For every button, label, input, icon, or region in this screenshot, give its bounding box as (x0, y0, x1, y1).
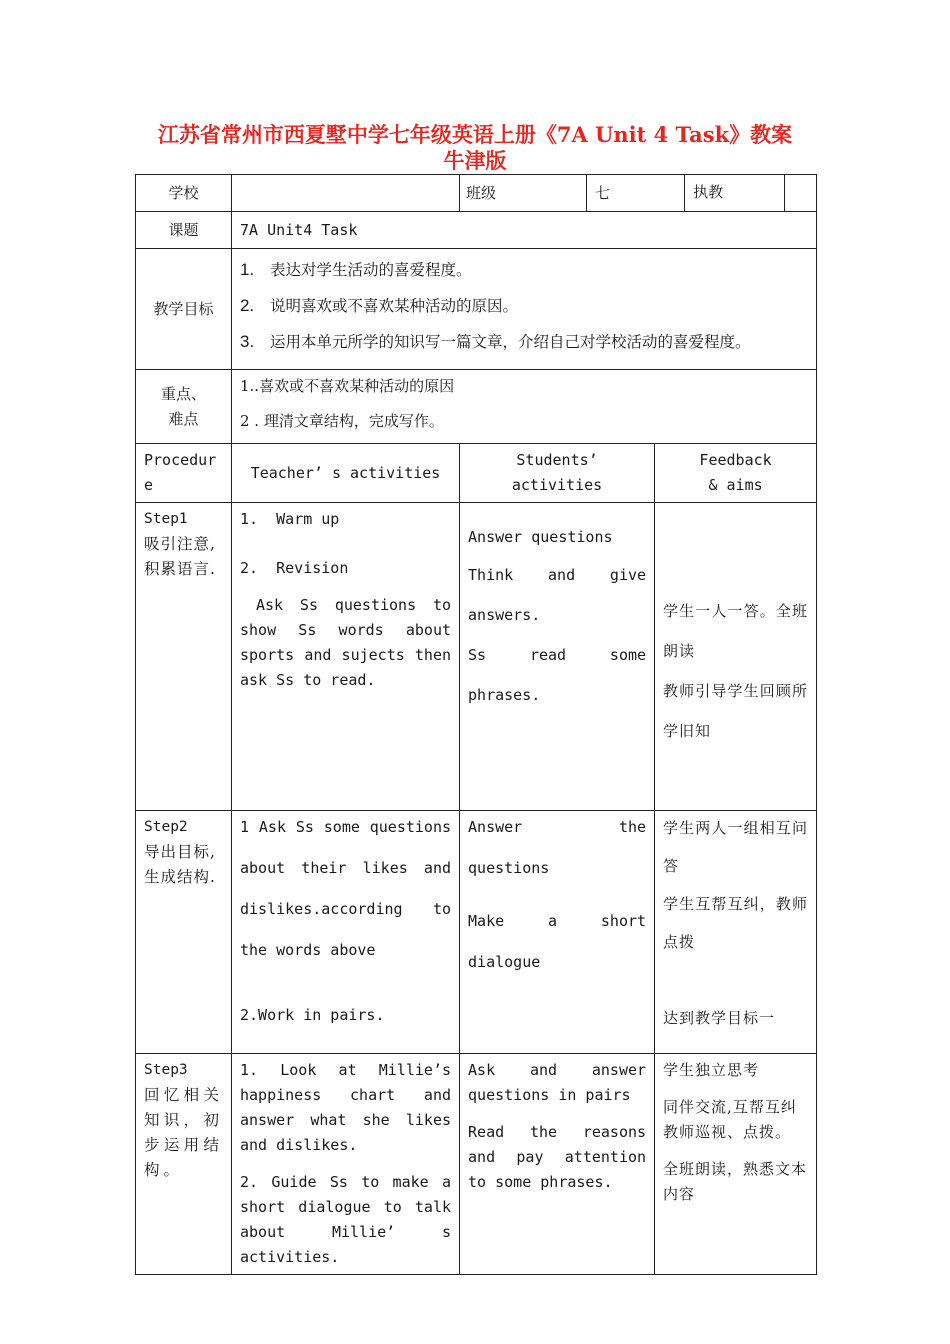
teacher-activity: 2.Work in pairs. (240, 1006, 385, 1024)
student-activity: Think and give answers. (468, 566, 647, 624)
teacher-activity: 2. Revision (240, 559, 349, 577)
step-cell (136, 503, 232, 811)
spacer (240, 581, 451, 593)
goal-item (240, 329, 808, 355)
teacher-cell (685, 175, 817, 212)
spacer (468, 1108, 646, 1120)
lesson-plan-table (135, 174, 817, 1275)
goal-text: 运用本单元所学的知识写一篇文章，介绍自己对学校活动的喜爱程度。 (270, 333, 751, 351)
feedback-item: 全班朗读，熟悉文本内容 (663, 1160, 808, 1203)
teacher-value (785, 175, 816, 211)
step-cell (136, 1054, 232, 1275)
feedback-aims (655, 1054, 817, 1275)
goal-number: 1. (240, 260, 255, 279)
feedback-item: 教师巡视、点拨。 (663, 1123, 792, 1141)
step-cell (136, 811, 232, 1054)
step-number: Step3 (144, 1062, 188, 1078)
feedback-aims (655, 811, 817, 1054)
column-feedback (655, 444, 817, 503)
teacher-activities (232, 503, 460, 811)
table-row-step (136, 503, 817, 811)
step-description: 导出目标,生成结构. (144, 843, 216, 886)
feedback-item: 学生一人一答。全班朗读 (663, 602, 809, 660)
feedback-item: 教师引导学生回顾所学旧知 (663, 682, 809, 740)
student-activities (460, 811, 655, 1054)
table-row-step (136, 811, 817, 1054)
feedback-item: 学生独立思考 (663, 1061, 760, 1079)
table-row-header (136, 175, 817, 212)
student-activity: Make a short dialogue (468, 912, 647, 971)
keypoints-label (136, 370, 232, 444)
goal-text: 说明喜欢或不喜欢某种活动的原因。 (270, 297, 519, 315)
step-number: Step1 (144, 511, 188, 527)
step-description: 吸引注意,积累语言. (144, 535, 216, 578)
teacher-activities (232, 1054, 460, 1275)
document-title-text: 江苏省常州市西夏墅中学七年级英语上册《7A Unit 4 Task》教案 牛津版 (157, 122, 793, 173)
teacher-activities (232, 811, 460, 1054)
grade-label: 班级 (466, 183, 497, 202)
column-students-text: Students’ activities (511, 451, 603, 494)
goal-number: 2. (240, 296, 255, 315)
student-activities (460, 503, 655, 811)
school-value (232, 175, 460, 212)
spacer (663, 1083, 808, 1095)
step-description: 回忆相关知识，初步运用结构。 (144, 1086, 223, 1179)
goals-list (232, 249, 817, 370)
keypoint-item: 1..喜欢或不喜欢某种活动的原因 (240, 377, 455, 395)
spacer (663, 1145, 808, 1157)
student-activity: Read the reasons and pay attention to some phrases. (468, 1123, 647, 1191)
feedback-aims (655, 503, 817, 811)
teacher-activity: 2. Guide Ss to make a short dialogue to talk about Millie’ s activities. (240, 1173, 452, 1266)
grade-label-cell (460, 175, 587, 212)
teacher-activity: Ask Ss questions to show Ss words about sports and sujects then ask Ss to read. (240, 596, 452, 689)
topic-label: 课题 (136, 212, 232, 249)
column-students (460, 444, 655, 503)
keypoints-label-text: 重点、难点 (160, 384, 206, 428)
table-row-step (136, 1054, 817, 1275)
feedback-item: 学生互帮互纠，教师点拨 (663, 895, 809, 951)
document-title (150, 122, 800, 174)
keypoint-item: 2 . 理清文章结构，完成写作。 (240, 412, 444, 430)
topic-value: 7A Unit4 Task (232, 212, 817, 249)
feedback-item: 同伴交流,互帮互纠 (663, 1098, 797, 1116)
goal-text: 表达对学生活动的喜爱程度。 (270, 261, 472, 279)
teacher-activity: 1. Warm up (240, 510, 340, 528)
spacer (240, 532, 451, 556)
table-row-columns (136, 444, 817, 503)
goal-item (240, 257, 808, 283)
spacer (240, 971, 451, 995)
spacer (663, 961, 808, 985)
goals-label: 教学目标 (136, 249, 232, 370)
teacher-activity: 1 Ask Ss some questions about their likes and dislikes.according to the words above (240, 818, 452, 959)
keypoints-list (232, 370, 817, 444)
student-activity: Ask and answer questions in pairs (468, 1061, 647, 1104)
table-row-goals (136, 249, 817, 370)
feedback-item: 学生两人一组相互问答 (663, 819, 809, 875)
teacher-label: 执教 (685, 175, 785, 211)
column-teacher: Teacher’ s activities (232, 444, 460, 503)
grade-value: 七 (587, 175, 685, 212)
school-label: 学校 (136, 175, 232, 212)
spacer (468, 889, 646, 901)
table-row-keypoints (136, 370, 817, 444)
student-activities (460, 1054, 655, 1275)
spacer (240, 1158, 451, 1170)
goal-number: 3. (240, 332, 255, 351)
feedback-item: 达到教学目标一 (663, 1009, 776, 1027)
step-number: Step2 (144, 819, 188, 835)
column-procedure: Procedure (136, 444, 232, 503)
table-row-topic (136, 212, 817, 249)
column-feedback-text: Feedback & aims (699, 451, 772, 494)
teacher-activity: 1. Look at Millie’s happiness chart and answer what she likes and dislikes. (240, 1061, 452, 1154)
student-activity: Answer the questions (468, 818, 647, 877)
student-activity: Ss read some phrases. (468, 646, 647, 704)
goal-item (240, 293, 808, 319)
student-activity: Answer questions (468, 528, 613, 546)
